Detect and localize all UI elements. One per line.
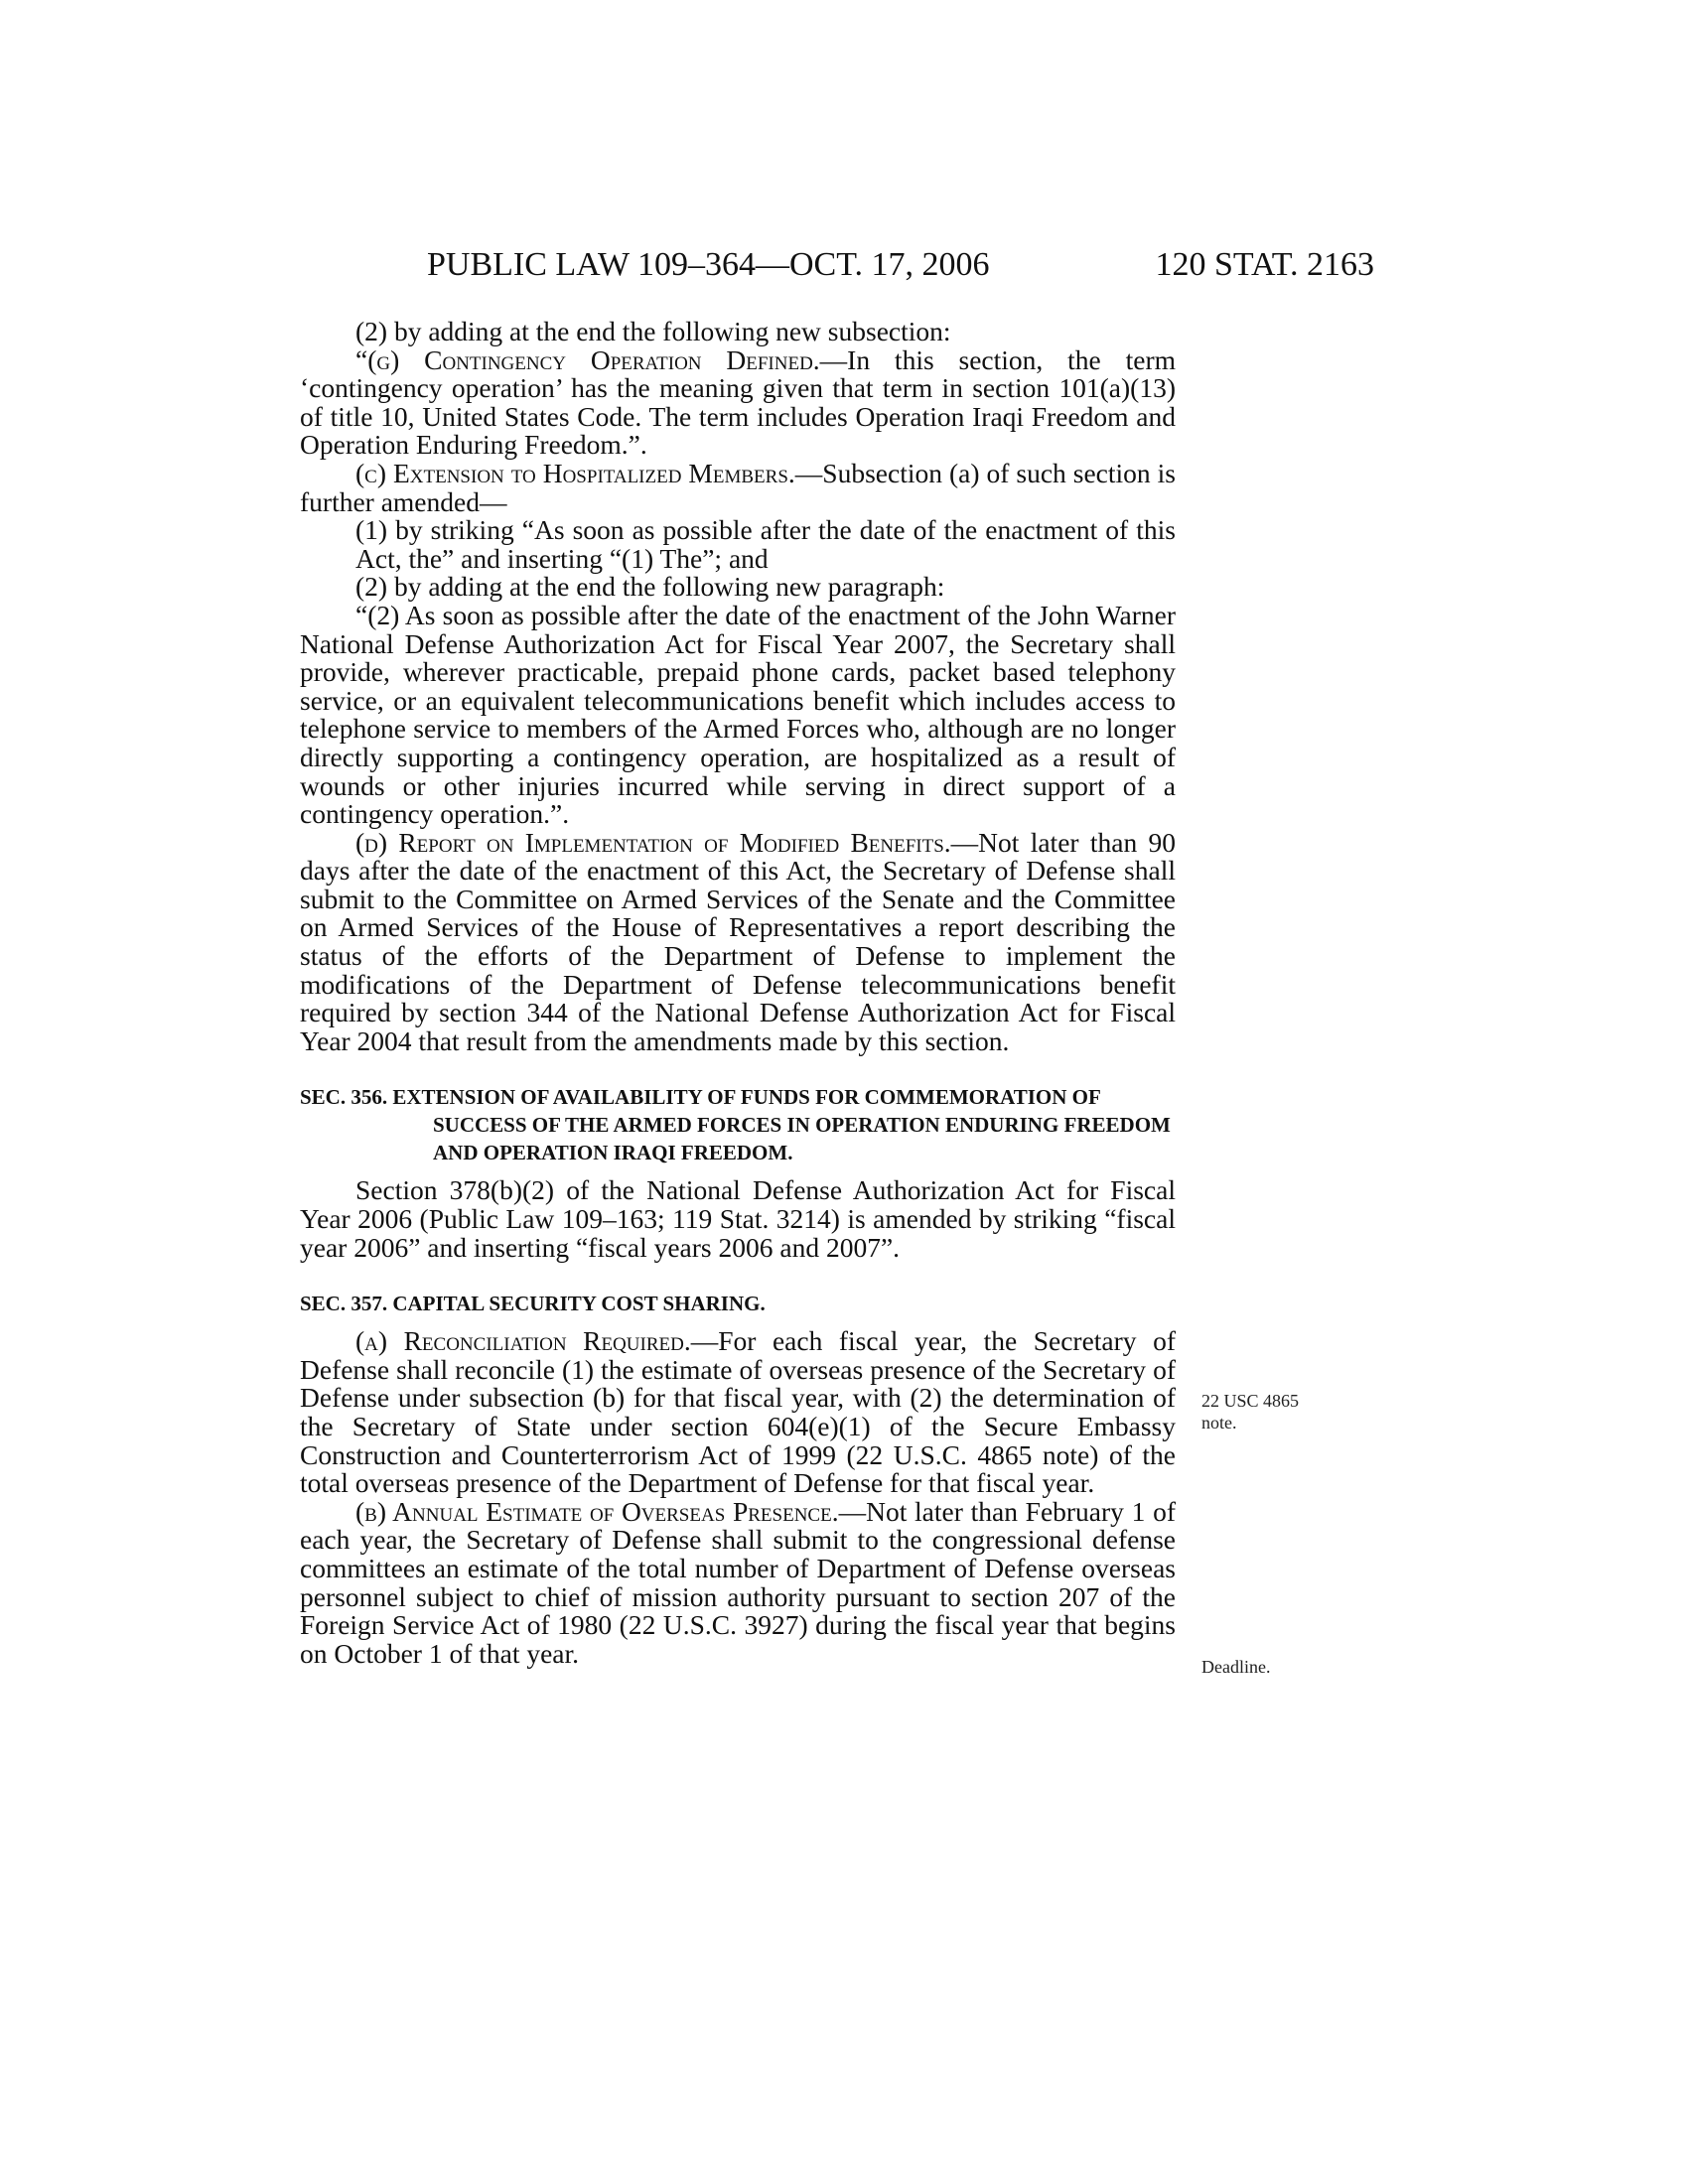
statute-page-number: 120 STAT. 2163 bbox=[1155, 246, 1374, 283]
margin-note-usc-line1: 22 USC 4865 bbox=[1201, 1391, 1300, 1411]
subsection-c-text: —Subsection (a) of such section is further amended— bbox=[300, 457, 1176, 517]
subsection-b-annual-estimate bbox=[300, 1495, 1176, 1669]
margin-note-usc bbox=[1201, 1390, 1299, 1433]
subsection-b-heading: (b) Annual Estimate of Overseas Presence. bbox=[355, 1495, 839, 1527]
subsection-c-heading: (c) Extension to Hospitalized Members. bbox=[355, 457, 795, 488]
subsection-d-heading: (d) Report on Implementation of Modified Benefits. bbox=[355, 826, 951, 858]
subsection-g-text: —In this section, the term ‘contingency operation’ has the meaning given that term in section 101(a)(13) of title 10, United States Code. The term includes Operation Iraqi Freedom and Operation Enduring Freedom.”. bbox=[300, 343, 1176, 461]
subsection-c-extension bbox=[300, 457, 1176, 517]
section-356-heading: SEC. 356. EXTENSION OF AVAILABILITY OF FUNDS FOR COMMEMORATION OF SUCCESS OF THE ARMED FORCES IN OPERATION ENDURING FREEDOM AND OPERATION IRAQI FREEDOM. bbox=[300, 1085, 1171, 1165]
subsection-a-reconciliation bbox=[300, 1327, 1176, 1498]
subsection-g-heading: “(g) Contingency Operation Defined. bbox=[355, 343, 820, 375]
subsection-a-text: —For each fiscal year, the Secretary of Defense shall reconcile (1) the estimate of overseas presence of the Secretary of Defense under subsection (b) for that fiscal year, with (2) the determination of the Secretary of State under section 604(e)(1) of the Secure Embassy Construction and Counterterrorism Act of 1999 (22 U.S.C. 4865 note) of the total overseas presence of the Department of Defense for that fiscal year. bbox=[300, 1325, 1176, 1499]
quoted-paragraph-2: “(2) As soon as possible after the date of the enactment of the John Warner National Defense Authorization Act for Fiscal Year 2007, the Secretary shall provide, wherever practicable, prepaid phone cards, packet based telephony service, or an equivalent telecommunications benefit which includes access to telephone service to members of the Armed Forces who, although are no longer directly supporting a contingency operation, are hospitalized as a result of wounds or other injuries incurred while serving in direct support of a contingency operation.”. bbox=[300, 599, 1176, 830]
margin-note-deadline: Deadline. bbox=[1201, 1657, 1271, 1677]
subsection-g-contingency bbox=[300, 343, 1176, 461]
subsection-a-heading: (a) Reconciliation Required. bbox=[355, 1325, 691, 1357]
document-body bbox=[300, 318, 1176, 1668]
paragraph-2-new-paragraph: (2) by adding at the end the following new paragraph: bbox=[355, 571, 945, 603]
paragraph-1-striking: (1) by striking “As soon as possible after the date of the enactment of this Act, the” and inserting “(1) The”; and bbox=[355, 514, 1176, 574]
running-header bbox=[300, 246, 1374, 286]
paragraph-2-adding: (2) by adding at the end the following new subsection: bbox=[355, 316, 951, 346]
subsection-b-text: —Not later than February 1 of each year, the Secretary of Defense shall submit to the congressional defense committees an estimate of the total number of Department of Defense overseas personnel subject to chief of mission authority pursuant to section 207 of the Foreign Service Act of 1980 (22 U.S.C. 3927) during the fiscal year that begins on October 1 of that year. bbox=[300, 1495, 1176, 1669]
subsection-d-report bbox=[300, 826, 1176, 1056]
subsection-d-text: —Not later than 90 days after the date of the enactment of this Act, the Secretary of Defense shall submit to the Committee on Armed Services of the Senate and the Committee on Armed Services of the House of Representatives a report describing the status of the efforts of the Department of Defense to implement the modifications of the Department of Defense telecommunications benefit required by section 344 of the National Defense Authorization Act for Fiscal Year 2004 that result from the amendments made by this section. bbox=[300, 826, 1176, 1056]
section-357-heading: SEC. 357. CAPITAL SECURITY COST SHARING. bbox=[300, 1292, 766, 1316]
section-356-text: Section 378(b)(2) of the National Defense Authorization Act for Fiscal Year 2006 (Public Law 109–163; 119 Stat. 3214) is amended by striking “fiscal year 2006” and inserting “fiscal years 2006 and 2007”. bbox=[300, 1174, 1176, 1263]
margin-note-usc-line2: note. bbox=[1201, 1413, 1237, 1433]
public-law-title: PUBLIC LAW 109–364—OCT. 17, 2006 bbox=[427, 246, 990, 283]
